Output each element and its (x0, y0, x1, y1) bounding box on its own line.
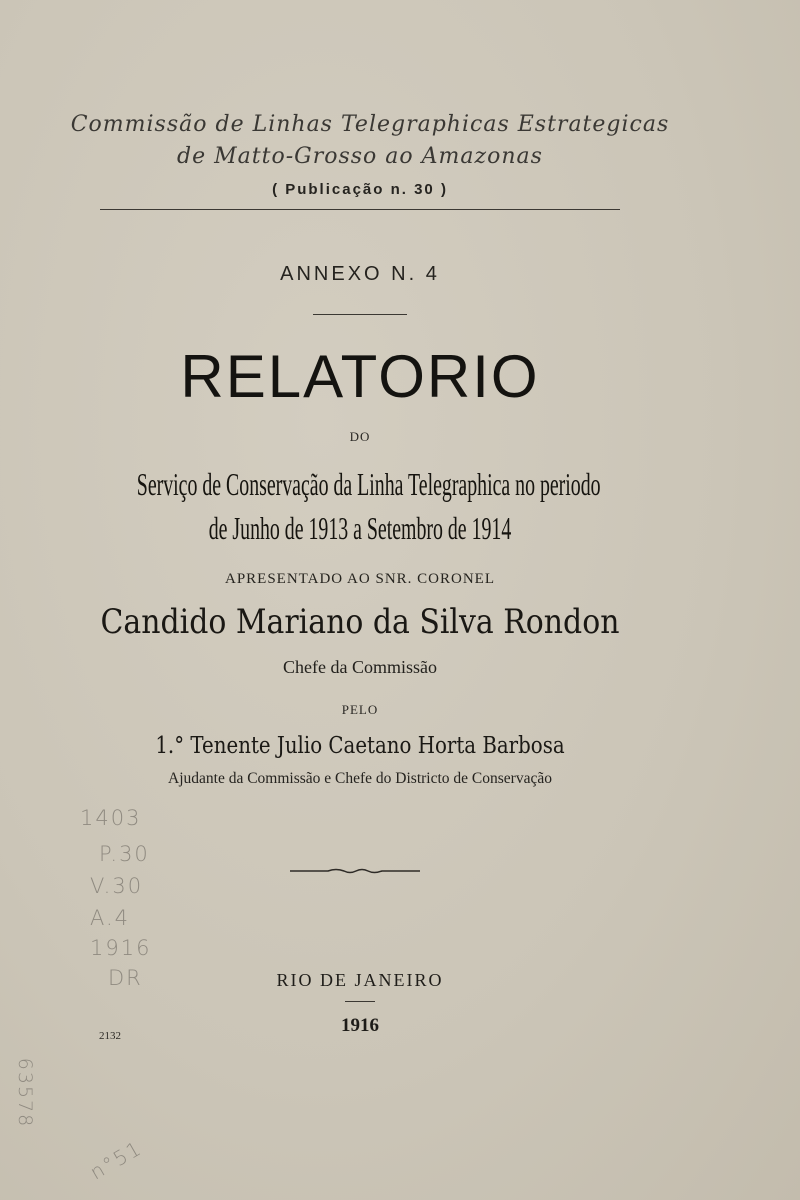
pencil-note-2: P.30 (99, 842, 150, 866)
author-role: Ajudante da Commissão e Chefe do Districto de Conservação (168, 770, 552, 787)
author-name: 1.° Tenente Julio Caetano Horta Barbosa (155, 733, 565, 759)
annex-rule (313, 314, 407, 315)
commission-line-1: Commissão de Linhas Telegraphicas Estrategicas (70, 112, 670, 137)
pencil-note-3: V.30 (90, 874, 144, 898)
subject-line-1: Serviço de Conservação da Linha Telegraphica no periodo (136, 466, 601, 502)
presented-label: APRESENTADO AO SNR. CORONEL (225, 571, 495, 587)
publication-number: ( Publicação n. 30 ) (272, 181, 448, 198)
pencil-note-6: DR (108, 966, 143, 990)
commission-line-2: de Matto-Grosso ao Amazonas (177, 144, 543, 169)
imprint-rule (345, 1001, 375, 1002)
pencil-note-1: 1403 (80, 806, 142, 830)
ornament-divider (288, 864, 422, 878)
pencil-corner-note: n°51 (85, 1135, 147, 1185)
pencil-note-4: A.4 (90, 906, 131, 930)
imprint-city: RIO DE JANEIRO (276, 970, 444, 990)
recipient-name: Candido Mariano da Silva Rondon (100, 602, 620, 642)
pencil-note-5: 1916 (90, 936, 152, 960)
pencil-side-number: 63578 (14, 1057, 37, 1129)
imprint-year: 1916 (341, 1015, 379, 1036)
pelo-label: PELO (341, 702, 379, 717)
header-rule (100, 209, 620, 210)
print-number: 2132 (99, 1030, 121, 1042)
subject-line-2: de Junho de 1913 a Setembro de 1914 (208, 510, 512, 546)
report-title: RELATORIO (180, 343, 540, 410)
recipient-role: Chefe da Commissão (283, 657, 437, 677)
do-label: DO (349, 429, 371, 444)
annex-label: ANNEXO N. 4 (280, 263, 440, 285)
